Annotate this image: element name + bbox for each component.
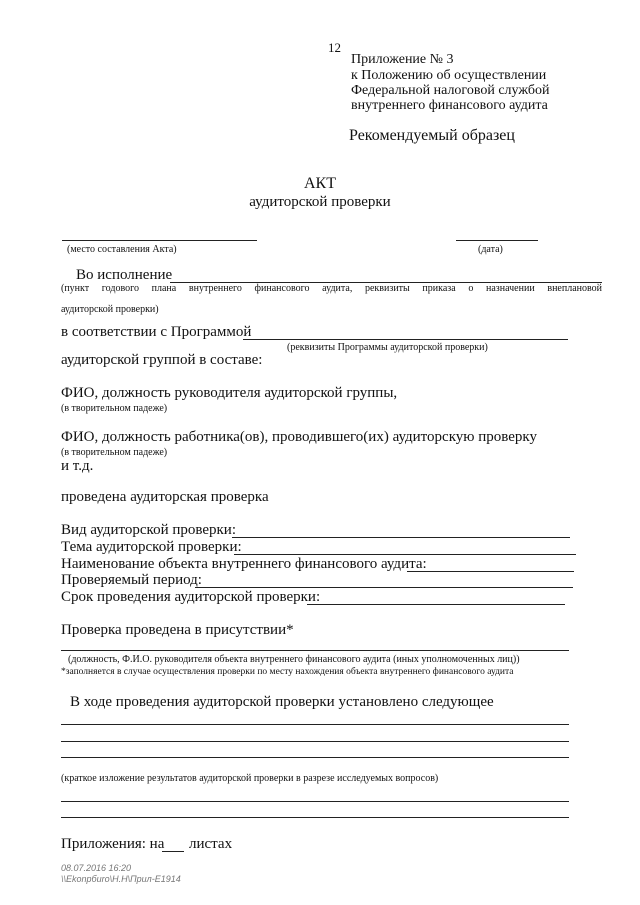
audit-period-line <box>195 587 573 588</box>
date-line <box>456 240 538 241</box>
presence-label: Проверка проведена в присутствии* <box>61 622 294 638</box>
audit-object-line <box>407 571 574 572</box>
appendix-ref-line: внутреннего финансового аудита <box>351 98 548 113</box>
findings-line <box>61 801 569 802</box>
presence-line <box>61 650 569 651</box>
audit-topic-label: Тема аудиторской проверки: <box>61 539 242 555</box>
place-line <box>62 240 257 241</box>
audit-kind-line <box>232 537 570 538</box>
audit-period-label: Проверяемый период: <box>61 572 202 588</box>
footer-timestamp: 08.07.2016 16:20 <box>61 863 132 873</box>
findings-line <box>61 741 569 742</box>
conducted-label: проведена аудиторская проверка <box>61 489 269 505</box>
findings-line <box>61 817 569 818</box>
audit-term-label: Срок проведения аудиторской проверки: <box>61 589 321 605</box>
execution-hint: (пункт годового плана внутреннего финансового аудита, реквизиты приказа о назначении внеплановой <box>61 283 602 294</box>
attachments-label: Приложения: на <box>61 836 165 852</box>
appendix-ref-line: Федеральной налоговой службой <box>351 83 550 98</box>
audit-topic-line <box>234 554 576 555</box>
document-subtitle: аудиторской проверки <box>249 194 391 210</box>
program-hint: (реквизиты Программы аудиторской проверки) <box>287 342 488 353</box>
findings-line <box>61 724 569 725</box>
audit-object-label: Наименование объекта внутреннего финансового аудита: <box>61 556 427 572</box>
audit-term-line <box>307 604 565 605</box>
workers-hint: (в творительном падеже) <box>61 447 168 458</box>
sample-label: Рекомендуемый образец <box>349 127 515 144</box>
head-of-group-label: ФИО, должность руководителя аудиторской группы, <box>61 385 398 401</box>
findings-hint: (краткое изложение результатов аудиторской проверки в разрезе исследуемых вопросов) <box>61 773 439 784</box>
execution-hint: аудиторской проверки) <box>61 304 159 315</box>
footer-file-path: \\Ekonpбuro\Н.Н\Прил-Е1914 <box>61 874 181 884</box>
head-of-group-hint: (в творительном падеже) <box>61 403 168 414</box>
appendix-ref-line: к Положению об осуществлении <box>351 68 547 83</box>
place-caption: (место составления Акта) <box>67 244 177 255</box>
etc-label: и т.д. <box>61 458 94 474</box>
findings-label: В ходе проведения аудиторской проверки установлено следующее <box>70 694 494 710</box>
presence-hint: (должность, Ф.И.О. руководителя объекта внутреннего финансового аудита (иных уполномоченных лиц)) <box>68 654 520 665</box>
document-title: АКТ <box>304 175 336 192</box>
execution-label: Во исполнение <box>76 267 173 283</box>
findings-line <box>61 757 569 758</box>
attachments-sheets-label: листах <box>189 836 233 852</box>
appendix-number: Приложение № 3 <box>351 52 454 67</box>
program-label: в соответствии с Программой <box>61 324 252 340</box>
program-line <box>243 339 568 340</box>
date-caption: (дата) <box>478 244 503 255</box>
presence-note: *заполняется в случае осуществления проверки по месту нахождения объекта внутреннего финансового аудита <box>61 667 514 677</box>
attachments-count-line <box>162 851 184 852</box>
workers-label: ФИО, должность работника(ов), проводившего(их) аудиторскую проверку <box>61 429 537 445</box>
audit-kind-label: Вид аудиторской проверки: <box>61 522 237 538</box>
group-label: аудиторской группой в составе: <box>61 352 263 368</box>
page-number: 12 <box>328 40 341 55</box>
